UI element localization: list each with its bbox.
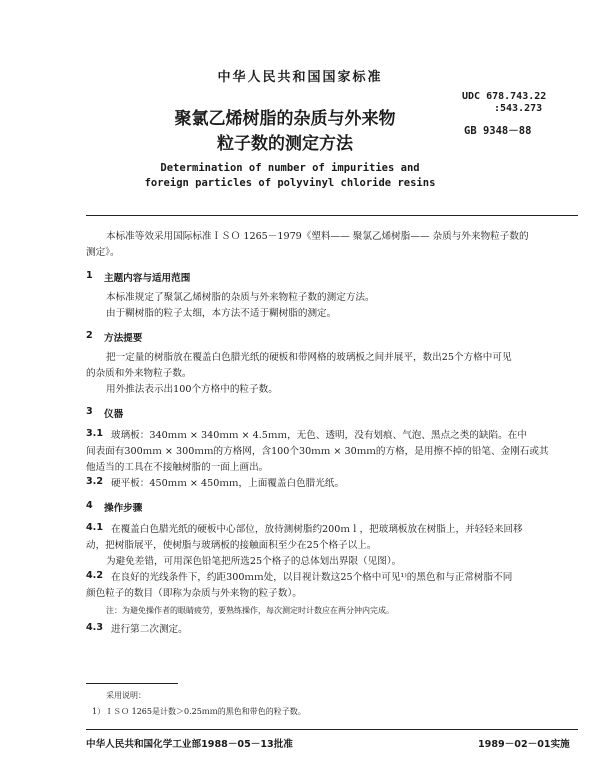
title-line-2: 粒子数的测定方法	[217, 134, 353, 154]
section-1-title: 主题内容与适用范围	[104, 273, 191, 284]
footnote-rule	[86, 683, 178, 684]
section-2-line-2: 的杂质和外来物粒子数。	[86, 368, 192, 379]
section-3-number: 3	[86, 406, 93, 417]
udc-code-line-1: UDC 678.743.22	[462, 91, 547, 102]
section-2-line-3: 用外推法表示出100个方格中的粒子数。	[106, 384, 278, 395]
approval-text: 中华人民共和国化学工业部1988－05－13批准	[86, 739, 293, 750]
item-3-1-line-3: 他适当的工具在不接触树脂的一面上画出。	[86, 462, 269, 473]
section-2-number: 2	[86, 330, 93, 341]
implementation-date: 1989－02－01实施	[478, 739, 570, 750]
gb-code: GB 9348－88	[464, 125, 532, 137]
standard-org-heading: 中华人民共和国国家标准	[217, 70, 383, 85]
footer-rule	[86, 729, 578, 730]
udc-code-line-2: :543.273	[494, 103, 543, 114]
item-4-1-line-3: 为避免差错，可用深色铅笔把所选25个格子的总体划出界限（见图）。	[106, 556, 402, 567]
title-line-1: 聚氯乙烯树脂的杂质与外来物	[174, 109, 396, 129]
item-4-3-number: 4.3	[86, 622, 103, 633]
intro-line-1: 本标准等效采用国际标准ＩＳＯ 1265－1979《塑料—— 聚氯乙烯树脂—— 杂质与外来物粒子数的	[106, 231, 529, 242]
english-title-line-1: Determination of number of impurities and	[160, 162, 420, 174]
section-1-line-1: 本标准规定了聚氯乙烯树脂的杂质与外来物粒子数的测定方法。	[106, 292, 375, 303]
section-4-number: 4	[86, 500, 93, 511]
item-4-1-number: 4.1	[86, 522, 103, 533]
english-title-line-2: foreign particles of polyvinyl chloride resins	[144, 177, 436, 189]
section-3-title: 仪器	[104, 409, 124, 420]
section-4-title: 操作步骤	[104, 503, 143, 514]
footnote-text: 1）ＩＳＯ 1265是计数＞0.25ｍｍ的黑色和带色的粒子数。	[92, 707, 306, 716]
item-4-2-line-2: 颜色粒子的数目（即称为杂质与外来物的粒子数）。	[86, 588, 302, 599]
item-3-1-line-2: 间表面有300ｍｍ × 300ｍｍ的方格网，含100个30ｍｍ × 30ｍｍ的方格，是用擦不掉的铅笔、金刚石或其	[86, 446, 549, 457]
header-rule	[86, 215, 578, 216]
intro-line-2: 测定》。	[86, 247, 120, 258]
item-4-1-line-2: 动，把树脂展平，使树脂与玻璃板的接触面积至少在25个格子以上。	[86, 540, 377, 551]
item-3-1-line-1: 玻璃板：340ｍｍ × 340ｍｍ × 4.5ｍｍ，无色、透明，没有划痕、气泡、黑点之类的缺陷。在中	[111, 430, 527, 441]
section-1-line-2: 由于糊树脂的粒子太细，本方法不适于糊树脂的测定。	[106, 308, 337, 319]
item-4-2-number: 4.2	[86, 570, 103, 581]
item-4-3-line-1: 进行第二次测定。	[111, 624, 188, 635]
item-3-1-number: 3.1	[86, 428, 103, 439]
item-4-2-note: 注：为避免操作者的眼睛疲劳，要熟练操作，每次测定时计数应在两分钟内完成。	[106, 606, 394, 615]
item-4-2-line-1: 在良好的光线条件下，约距300ｍｍ处，以目视计数这25个格中可见¹⁾的黑色和与正常树脂不同	[111, 572, 513, 583]
item-3-2-line-1: 硬平板：450ｍｍ × 450ｍｍ，上面覆盖白色腊光纸。	[111, 478, 345, 489]
section-1-number: 1	[86, 270, 93, 281]
section-2-title: 方法提要	[104, 333, 143, 344]
item-4-1-line-1: 在覆盖白色腊光纸的硬板中心部位，放待测树脂约200ｍｌ，把玻璃板放在树脂上，并轻轻来回移	[111, 524, 523, 535]
section-2-line-1: 把一定量的树脂放在覆盖白色腊光纸的硬板和带网格的玻璃板之间并展平，数出25个方格中可见	[106, 352, 512, 363]
item-3-2-number: 3.2	[86, 476, 103, 487]
footnote-label: 采用说明：	[106, 691, 146, 700]
